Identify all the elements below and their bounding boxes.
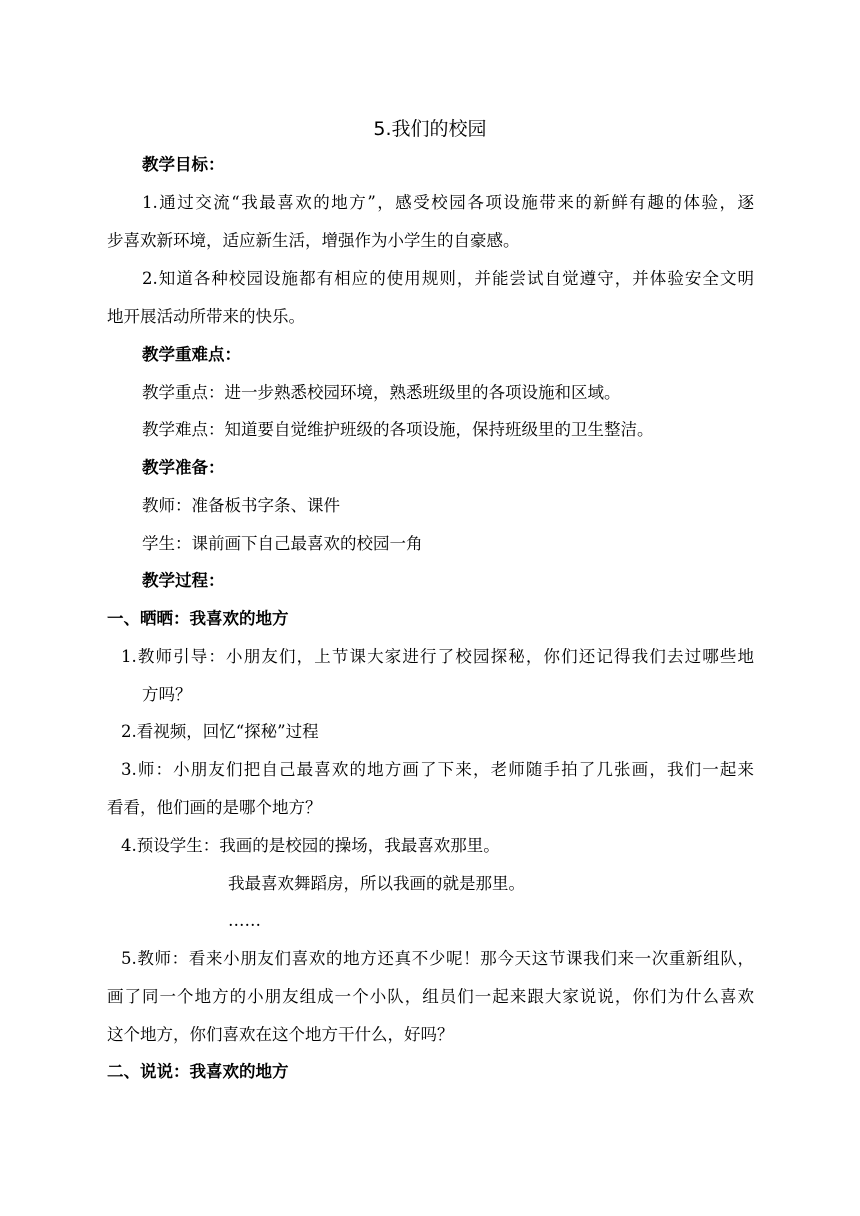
difficult-point-text: 教学难点：知道要自觉维护班级的各项设施，保持班级里的卫生整洁。 xyxy=(142,420,654,439)
step-4-line-2: 我最喜欢舞蹈房，所以我画的就是那里。 xyxy=(228,874,525,893)
objective-1-line-1: 1.通过交流“我最喜欢的地方”，感受校园各项设施带来的新鲜有趣的体验，逐 xyxy=(142,193,754,212)
section-2-heading: 二、说说：我喜欢的地方 xyxy=(107,1062,289,1081)
student-preparation: 学生：课前画下自己最喜欢的校园一角 xyxy=(142,534,423,553)
key-points-heading: 教学重难点： xyxy=(142,345,241,364)
step-1-line-1: 1.教师引导：小朋友们，上节课大家进行了校园探秘，你们还记得我们去过哪些地 xyxy=(121,647,754,666)
objective-2-line-1: 2.知道各种校园设施都有相应的使用规则，并能尝试自觉遵守，并体验安全文明 xyxy=(142,269,754,288)
step-5-line-2: 画了同一个地方的小朋友组成一个小队，组员们一起来跟大家说说，你们为什么喜欢 xyxy=(107,987,754,1006)
objectives-heading: 教学目标： xyxy=(142,155,225,174)
step-4-line-1: 4.预设学生：我画的是校园的操场，我最喜欢那里。 xyxy=(121,836,500,855)
step-4-ellipsis: …… xyxy=(228,911,261,930)
preparation-heading: 教学准备： xyxy=(142,458,225,477)
key-point-text: 教学重点：进一步熟悉校园环境，熟悉班级里的各项设施和区域。 xyxy=(142,383,621,402)
teacher-preparation: 教师：准备板书字条、课件 xyxy=(142,496,340,515)
step-5-line-1: 5.教师：看来小朋友们喜欢的地方还真不少呢！那今天这节课我们来一次重新组队， xyxy=(121,949,754,968)
step-5-line-3: 这个地方，你们喜欢在这个地方干什么，好吗？ xyxy=(107,1025,454,1044)
objective-1-line-2: 步喜欢新环境，适应新生活，增强作为小学生的自豪感。 xyxy=(107,231,520,250)
page-title: 5.我们的校园 xyxy=(373,118,487,140)
process-heading: 教学过程： xyxy=(142,571,225,590)
objective-2-line-2: 地开展活动所带来的快乐。 xyxy=(107,307,305,326)
step-1-line-2: 方吗？ xyxy=(142,685,192,704)
step-2-text: 2.看视频，回忆“探秘”过程 xyxy=(121,722,319,741)
step-3-line-1: 3.师：小朋友们把自己最喜欢的地方画了下来，老师随手拍了几张画，我们一起来 xyxy=(121,760,754,779)
section-1-heading: 一、晒晒：我喜欢的地方 xyxy=(107,609,289,628)
step-3-line-2: 看看，他们画的是哪个地方？ xyxy=(107,798,322,817)
